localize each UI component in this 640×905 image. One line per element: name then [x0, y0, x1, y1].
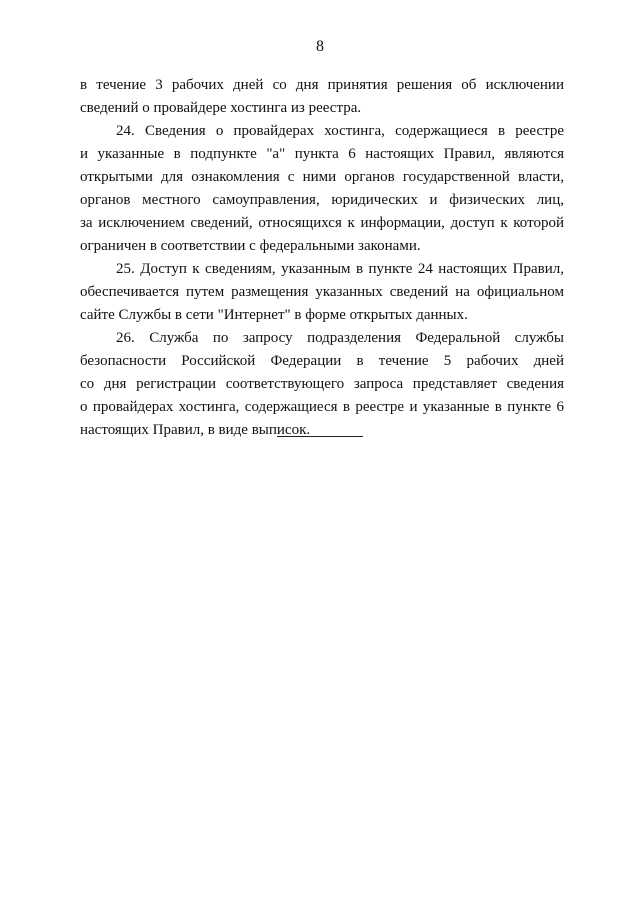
text-line: 25. Доступ к сведениям, указанным в пункте 24 настоящих Правил, — [116, 261, 564, 277]
text-line: в течение 3 рабочих дней со дня принятия решения об исключении — [80, 77, 564, 93]
text-line: ограничен в соответствии с федеральными законами. — [80, 238, 421, 254]
text-line: сайте Службы в сети "Интернет" в форме открытых данных. — [80, 307, 468, 323]
text-line: со дня регистрации соответствующего запроса представляет сведения — [80, 376, 564, 392]
paragraph-continuation — [80, 74, 564, 120]
end-divider — [277, 436, 363, 437]
text-line: за исключением сведений, относящихся к информации, доступ к которой — [80, 215, 564, 231]
text-line: о провайдерах хостинга, содержащиеся в реестре и указанные в пункте 6 — [80, 399, 564, 415]
text-line: 26. Служба по запросу подразделения Федеральной службы — [116, 330, 564, 346]
text-line: 24. Сведения о провайдерах хостинга, содержащиеся в реестре — [116, 123, 564, 139]
page-number: 8 — [316, 38, 324, 55]
text-line: безопасности Российской Федерации в течение 5 рабочих дней — [80, 353, 564, 369]
text-line: открытыми для ознакомления с ними органов государственной власти, — [80, 169, 564, 185]
text-line: органов местного самоуправления, юридических и физических лиц, — [80, 192, 564, 208]
paragraph-clause-25 — [80, 258, 564, 327]
paragraph-clause-26 — [80, 327, 564, 442]
text-line: обеспечивается путем размещения указанных сведений на официальном — [80, 284, 564, 300]
text-line: и указанные в подпункте "а" пункта 6 настоящих Правил, являются — [80, 146, 564, 162]
text-line: сведений о провайдере хостинга из реестра. — [80, 100, 362, 116]
document-body — [80, 74, 564, 442]
paragraph-clause-24 — [80, 120, 564, 258]
text-line: настоящих Правил, в виде выписок. — [80, 422, 311, 438]
